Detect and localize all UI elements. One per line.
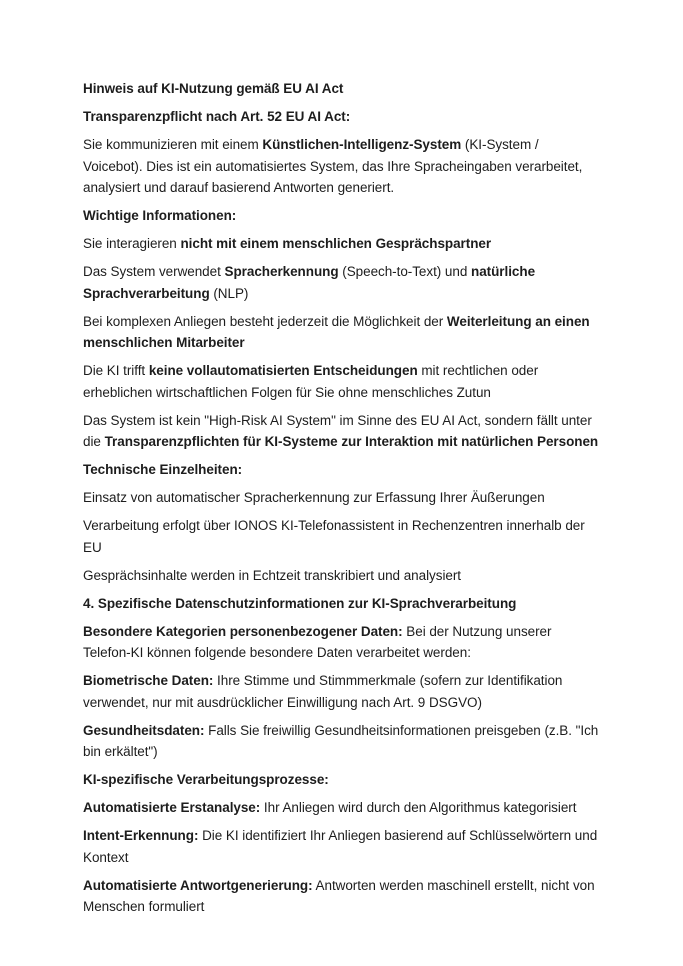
paragraph: Bei komplexen Anliegen besteht jederzeit die Möglichkeit der Weiterleitung an einen menschlichen Mitarbeiter xyxy=(83,313,590,350)
paragraph: Gesprächsinhalte werden in Echtzeit transkribiert und analysiert xyxy=(83,567,461,583)
paragraph: Automatisierte Erstanalyse: Ihr Anliegen wird durch den Algorithmus kategorisiert xyxy=(83,800,577,815)
paragraph: Biometrische Daten: Ihre Stimme und Stimmmerkmale (sofern zur Identifikation verwendet, nur mit ausdrücklicher Einwilligung nach Art. 9 DSGVO) xyxy=(83,673,563,710)
paragraph: Das System ist kein "High-Risk AI System" im Sinne des EU AI Act, sondern fällt unter die Transparenzpflichten für KI-Systeme zur Interaktion mit natürlichen Personen xyxy=(83,412,599,449)
heading: 4. Spezifische Datenschutzinformationen zur KI-Sprachverarbeitung xyxy=(83,595,517,611)
heading: Technische Einzelheiten: xyxy=(83,462,243,477)
paragraph: Automatisierte Antwortgenerierung: Antworten werden maschinell erstellt, nicht von Menschen formuliert xyxy=(83,877,595,914)
paragraph: Sie interagieren nicht mit einem menschlichen Gesprächspartner xyxy=(83,236,492,251)
heading: Transparenzpflicht nach Art. 52 EU AI Act: xyxy=(83,109,351,124)
paragraph: Einsatz von automatischer Spracherkennung zur Erfassung Ihrer Äußerungen xyxy=(83,490,545,505)
paragraph: Intent-Erkennung: Die KI identifiziert Ihr Anliegen basierend auf Schlüsselwörtern und Kontext xyxy=(83,828,598,865)
paragraph: Besondere Kategorien personenbezogener Daten: Bei der Nutzung unserer Telefon-KI können folgende besondere Daten verarbeitet werden: xyxy=(83,623,552,660)
paragraph: Verarbeitung erfolgt über IONOS KI-Telefonassistent in Rechenzentren innerhalb der EU xyxy=(83,518,585,555)
heading: Wichtige Informationen: xyxy=(83,208,237,223)
heading: KI-spezifische Verarbeitungsprozesse: xyxy=(83,772,329,787)
paragraph: Sie kommunizieren mit einem Künstlichen-Intelligenz-System (KI-System / Voicebot). Dies ist ein automatisiertes System, das Ihre Spracheingaben verarbeitet, analysiert und darauf basierend Antworten generiert. xyxy=(83,137,583,195)
paragraph: Gesundheitsdaten: Falls Sie freiwillig Gesundheitsinformationen preisgeben (z.B. "Ich bin erkältet") xyxy=(83,722,599,759)
heading: Hinweis auf KI-Nutzung gemäß EU AI Act xyxy=(83,81,344,96)
paragraph: Das System verwendet Spracherkennung (Speech-to-Text) und natürliche Sprachverarbeitung (NLP) xyxy=(83,264,536,301)
paragraph: Die KI trifft keine vollautomatisierten Entscheidungen mit rechtlichen oder erheblichen wirtschaftlichen Folgen für Sie ohne menschliches Zutun xyxy=(83,363,539,400)
